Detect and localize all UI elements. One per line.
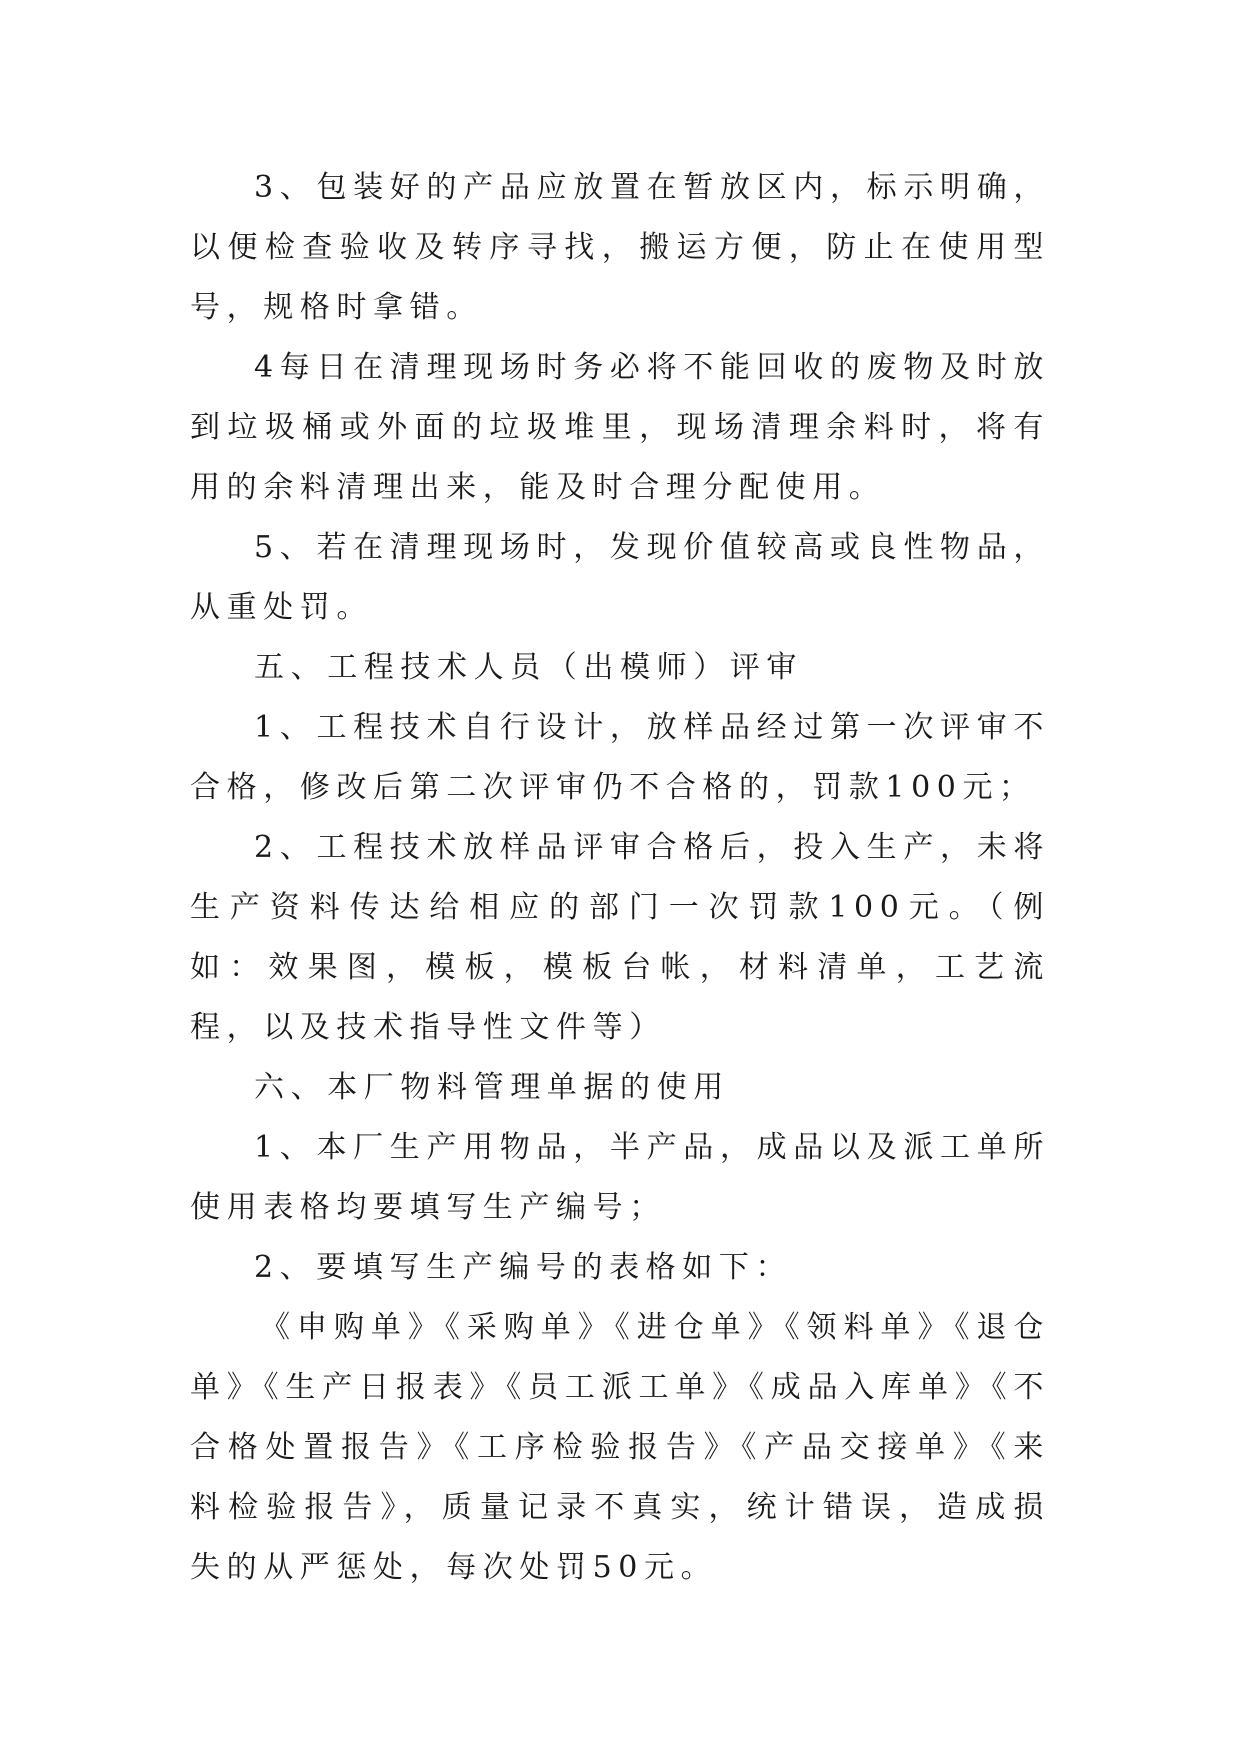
section5-item-1: 1、工程技术自行设计，放样品经过第一次评审不合格，修改后第二次评审仍不合格的，罚款100元； [190,710,1050,805]
paragraph-item-4: 4每日在清理现场时务必将不能回收的废物及时放到垃圾桶或外面的垃圾堆里，现场清理余料时，将有用的余料清理出来，能及时合理分配使用。 [190,350,1050,505]
paragraph-item-5: 5、若在清理现场时，发现价值较高或良性物品，从重处罚。 [190,530,1050,625]
section-heading-5: 五、工程技术人员（出模师）评审 [254,650,803,685]
section6-item-2: 2、要填写生产编号的表格如下： [254,1250,793,1285]
document-body [190,158,1050,1598]
section-heading-6: 六、本厂物料管理单据的使用 [254,1070,730,1105]
section5-item-2: 2、工程技术放样品评审合格后，投入生产，未将生产资料传达给相应的部门一次罚款100元。（例如：效果图，模板，模板台帐，材料清单，工艺流程，以及技术指导性文件等） [190,830,1050,1045]
form-list-paragraph: 《申购单》《采购单》《进仓单》《领料单》《退仓单》《生产日报表》《员工派工单》《成品入库单》《不合格处置报告》《工序检验报告》《产品交接单》《来料检验报告》，质量记录不真实，统计错误，造成损失的从严惩处，每次处罚50元。 [190,1310,1050,1585]
paragraph-item-3: 3、包装好的产品应放置在暂放区内，标示明确，以便检查验收及转序寻找，搬运方便，防止在使用型号，规格时拿错。 [190,170,1050,325]
section6-item-1: 1、本厂生产用物品，半产品，成品以及派工单所使用表格均要填写生产编号； [190,1130,1050,1225]
